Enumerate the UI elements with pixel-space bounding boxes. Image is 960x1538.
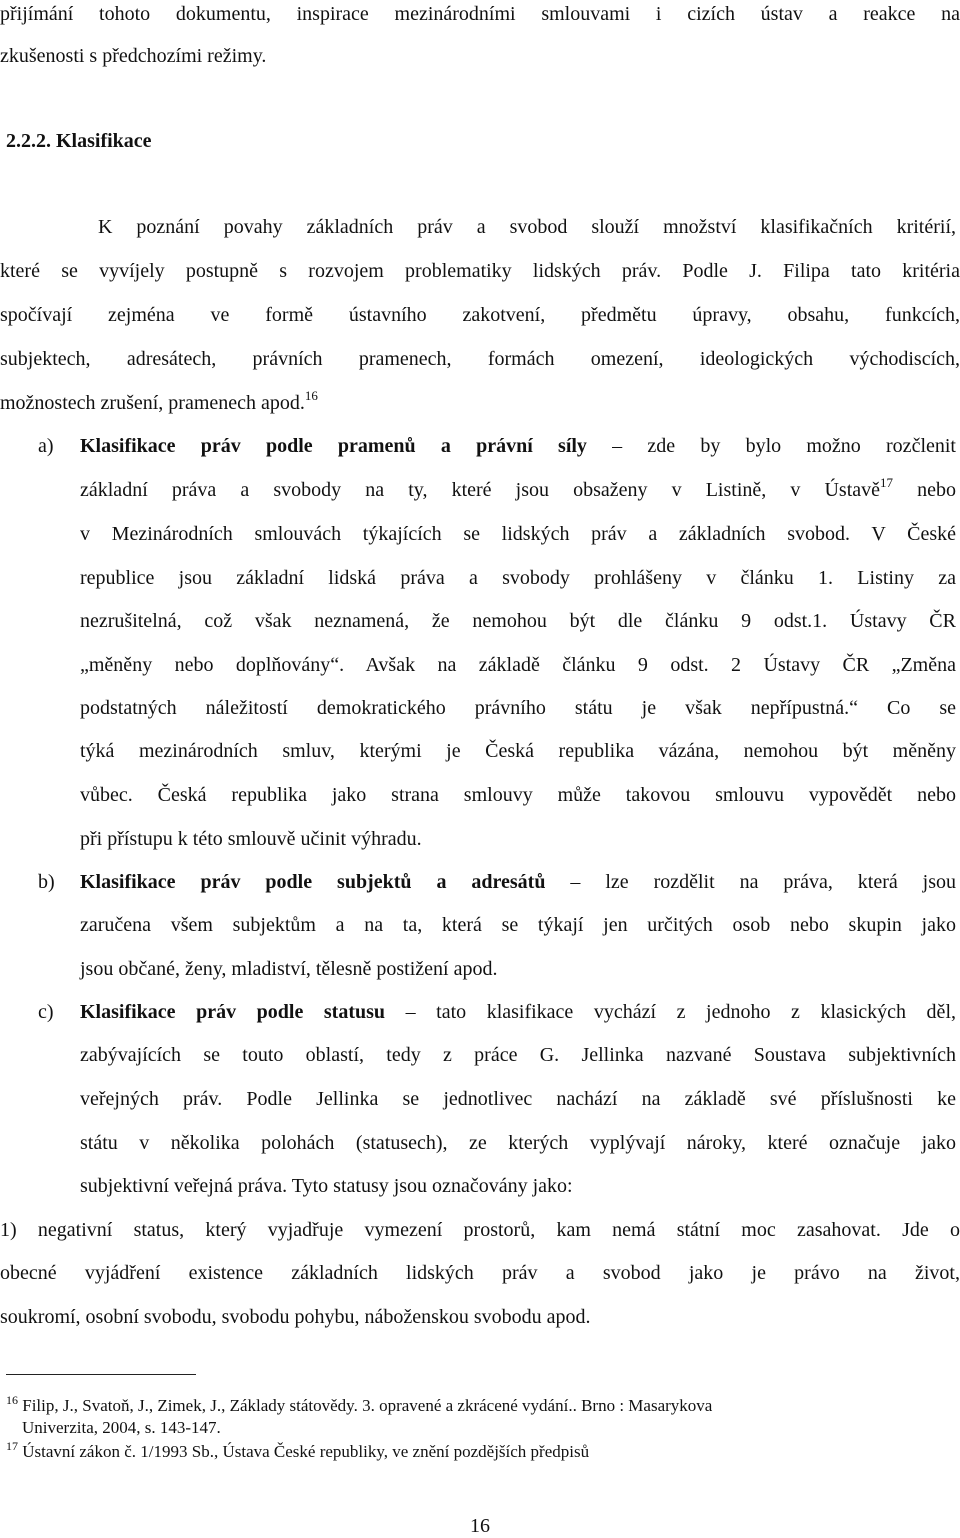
item-c-line-1-rest: – tato klasifikace vychází z jednoho z klasických děl, <box>385 1001 956 1023</box>
item-c-line-3: veřejných práv. Podle Jellinka se jednotlivec nachází na základě své příslušnosti ke <box>80 1088 956 1110</box>
status1-line-1: 1) negativní status, který vyjadřuje vymezení prostorů, kam nemá státní moc zasahovat. Jde o <box>0 1219 960 1241</box>
footnote-ref-17: 17 <box>880 475 894 490</box>
item-b-line-1 <box>80 868 956 896</box>
intro-line-2: zkušenosti s předchozími režimy. <box>0 45 267 67</box>
footnote-16-line-2: Univerzita, 2004, s. 143-147. <box>22 1418 221 1437</box>
item-c-line-1 <box>80 998 956 1026</box>
item-c-line-2: zabývajících se touto oblastí, tedy z práce G. Jellinka nazvané Soustava subjektivních <box>80 1044 956 1066</box>
item-a-line-7: podstatných náležitostí demokratického právního státu je však nepřípustná.“ Co se <box>80 697 956 719</box>
footnote-17 <box>6 1441 589 1463</box>
section-heading: 2.2.2. Klasifikace <box>6 130 152 152</box>
item-a-line-1-rest: – zde by bylo možno rozčlenit <box>586 435 956 457</box>
footnote-16-line-1: Filip, J., Svatoň, J., Zimek, J., Základy státovědy. 3. opravené a zkrácené vydání.. Brno : Masarykova <box>22 1396 713 1415</box>
item-c-marker: c) <box>38 1001 54 1023</box>
item-a-line-6: „měněny nebo doplňovány“. Avšak na základě článku 9 odst. 2 Ústavy ČR „Změna <box>80 654 956 676</box>
item-a-line-9: vůbec. Česká republika jako strana smlouvy může takovou smlouvu vypovědět nebo <box>80 784 956 806</box>
item-a-line-3: v Mezinárodních smlouvách týkajících se lidských práv a základních svobod. V České <box>80 523 956 545</box>
page-number: 16 <box>470 1515 490 1537</box>
footnote-separator <box>6 1374 196 1375</box>
footnote-17-number: 17 <box>6 1439 18 1453</box>
item-a-marker: a) <box>38 435 54 457</box>
para-line-5-text: možnostech zrušení, pramenech apod. <box>0 392 305 414</box>
item-b-line-3: jsou občané, ženy, mladiství, tělesně postižení apod. <box>80 958 498 980</box>
item-c-title: Klasifikace práv podle statusu <box>80 1001 386 1023</box>
footnote-17-line-1: Ústavní zákon č. 1/1993 Sb., Ústava České republiky, ve znění pozdějších předpisů <box>22 1442 590 1461</box>
item-a-line-1 <box>80 432 956 460</box>
item-a-title: Klasifikace práv podle pramenů a právní síly <box>80 435 587 457</box>
item-a-line-8: týká mezinárodních smluv, kterými je Česká republika vázána, nemohou být měněny <box>80 740 956 762</box>
item-c-line-4: státu v několika polohách (statusech), ze kterých vyplývají nároky, které označuje jako <box>80 1132 956 1154</box>
footnote-16-number: 16 <box>6 1393 18 1407</box>
para-line-3: spočívají zejména ve formě ústavního zakotvení, předmětu úpravy, obsahu, funkcích, <box>0 304 960 326</box>
item-b-line-1-rest: – lze rozdělit na práva, která jsou <box>545 871 957 893</box>
para-line-1: K poznání povahy základních práv a svobod slouží množství klasifikačních kritérií, <box>98 216 956 238</box>
para-line-4: subjektech, adresátech, právních pramenech, formách omezení, ideologických východiscích, <box>0 348 960 370</box>
item-b-title: Klasifikace práv podle subjektů a adresátů <box>80 871 546 893</box>
item-a-line-2-text: základní práva a svobody na ty, které jsou obsaženy v Listině, v Ústavě <box>80 479 881 501</box>
intro-line-1: přijímání tohoto dokumentu, inspirace mezinárodními smlouvami i cizích ústav a reakce na <box>0 3 960 25</box>
para-line-5 <box>0 389 960 417</box>
item-a-line-10: při přístupu k této smlouvě učinit výhradu. <box>80 828 422 850</box>
item-a-line-2 <box>80 476 956 504</box>
item-a-line-2-tail: nebo <box>893 479 956 501</box>
item-a-line-5: nezrušitelná, což však neznamená, že nemohou být dle článku 9 odst.1. Ústavy ČR <box>80 610 956 632</box>
status1-line-2: obecné vyjádření existence základních lidských práv a svobod jako je právo na život, <box>0 1262 960 1284</box>
footnote-16 <box>6 1395 712 1417</box>
item-a-line-4: republice jsou základní lidská práva a svobody prohlášeny v článku 1. Listiny za <box>80 567 956 589</box>
para-line-2: které se vyvíjely postupně s rozvojem problematiky lidských práv. Podle J. Filipa tato kritéria <box>0 260 960 282</box>
footnote-ref-16: 16 <box>304 388 318 403</box>
item-b-line-2: zaručena všem subjektům a na ta, která se týkají jen určitých osob nebo skupin jako <box>80 914 956 936</box>
status1-line-3: soukromí, osobní svobodu, svobodu pohybu, náboženskou svobodu apod. <box>0 1306 591 1328</box>
item-c-line-5: subjektivní veřejná práva. Tyto statusy jsou označovány jako: <box>80 1175 573 1197</box>
item-b-marker: b) <box>38 871 55 893</box>
